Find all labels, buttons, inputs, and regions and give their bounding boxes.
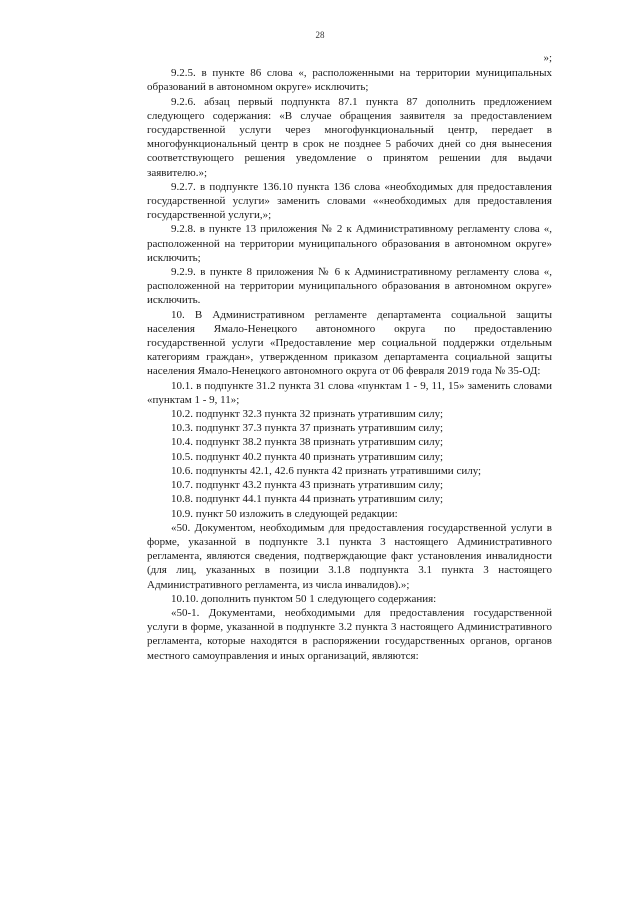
page-number: 28 <box>315 30 325 40</box>
paragraph-10-1: 10.1. в подпункте 31.2 пункта 31 слова «пунктам 1 - 9, 11, 15» заменить словами «пунктам 1 - 9, 11»; <box>147 379 552 406</box>
document-body <box>147 51 552 663</box>
paragraph-10-7: 10.7. подпункт 43.2 пункта 43 признать утратившим силу; <box>171 479 444 492</box>
paragraph-10-2: 10.2. подпункт 32.3 пункта 32 признать утратившим силу; <box>171 408 444 421</box>
paragraph-10-8: 10.8. подпункт 44.1 пункта 44 признать утратившим силу; <box>171 493 444 506</box>
paragraph-50: «50. Документом, необходимым для предоставления государственной услуги в форме, указанной в подпункте 3.1 пункта 3 настоящего Административного регламента, являются сведения, подтверждающие факт установления инвалидности (для лиц, указанных в позиции 3.1.8 подпункта 3.1 пункта 3 настоящего Административного регламента, из числа инвалидов).»; <box>147 521 552 591</box>
paragraph-9-2-5: 9.2.5. в пункте 86 слова «, расположенными на территории муниципальных образований в автономном округе» исключить; <box>147 67 552 94</box>
paragraph-10: 10. В Административном регламенте департамента социальной защиты населения Ямало-Ненецкого автономного округа по предоставлению государственной услуги «Предоставление мер социальной поддержки отдельным категориям граждан», утвержденном приказом департамента социальной защиты населения Ямало-Ненецкого автономного округа от 06 февраля 2019 года № 35-ОД: <box>147 308 552 378</box>
paragraph-10-10: 10.10. дополнить пунктом 50 1 следующего содержания: <box>171 592 437 605</box>
paragraph-10-4: 10.4. подпункт 38.2 пункта 38 признать утратившим силу; <box>171 436 444 449</box>
paragraph-9-2-6: 9.2.6. абзац первый подпункта 87.1 пункта 87 дополнить предложением следующего содержания: «В случае обращения заявителя за предоставлением государственной услуги через многофункциональный центр, передает в многофункциональный центр в срок не позднее 5 рабочих дней со дня вынесения соответствующего решения уведомление о принятом решении для выдачи заявителю.»; <box>147 95 552 179</box>
paragraph-9-2-9: 9.2.9. в пункте 8 приложения № 6 к Административному регламенту слова «, расположенной на территории муниципального образования в автономном округе» исключить. <box>147 266 552 307</box>
paragraph-10-6: 10.6. подпункты 42.1, 42.6 пункта 42 признать утратившими силу; <box>171 464 482 477</box>
paragraph-10-5: 10.5. подпункт 40.2 пункта 40 признать утратившим силу; <box>171 450 444 463</box>
paragraph-9-2-7: 9.2.7. в подпункте 136.10 пункта 136 слова «необходимых для предоставления государственной услуги» заменить словами ««необходимых для предоставления государственной услуги,»; <box>147 180 552 222</box>
paragraph-10-3: 10.3. подпункт 37.3 пункта 37 признать утратившим силу; <box>171 422 444 435</box>
paragraph-10-9: 10.9. пункт 50 изложить в следующей редакции: <box>171 507 398 520</box>
paragraph-9-2-8: 9.2.8. в пункте 13 приложения № 2 к Административному регламенту слова «, расположенной на территории муниципального образования в автономном округе» исключить; <box>147 223 552 264</box>
paragraph-closing-quote: »; <box>543 52 552 64</box>
paragraph-50-1: «50-1. Документами, необходимыми для предоставления государственной услуги в форме, указанной в подпункте 3.2 пункта 3 настоящего Административного регламента, которые находятся в распоряжении государственных органов, органов местного самоуправления и иных организаций, являются: <box>147 606 552 662</box>
